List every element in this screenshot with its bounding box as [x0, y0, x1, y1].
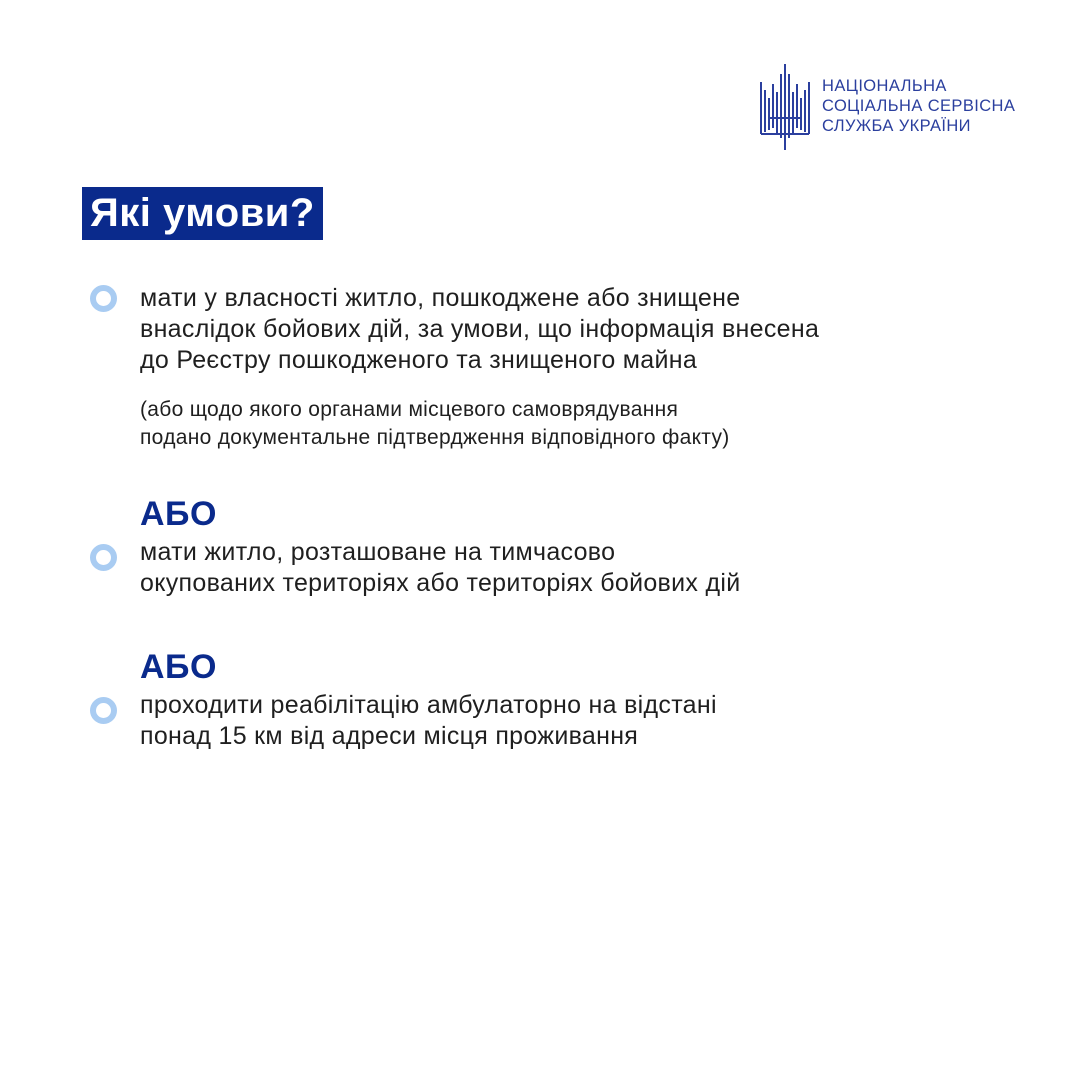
- condition-1-text: [140, 283, 1020, 376]
- nssu-emblem-icon: [758, 62, 814, 152]
- or-separator-1: АБО: [140, 495, 217, 533]
- or-separator-2: АБО: [140, 648, 217, 686]
- bullet-circle-icon: [90, 697, 117, 724]
- condition-1-note-line-1: (або щодо якого органами місцевого самоврядування: [140, 398, 679, 421]
- condition-1-line-1: мати у власності житло, пошкоджене або знищене: [140, 284, 741, 312]
- condition-1-note: [140, 396, 1020, 452]
- condition-2-line-2: окупованих територіях або територіях бойових дій: [140, 569, 741, 597]
- condition-2-line-1: мати житло, розташоване на тимчасово: [140, 538, 616, 566]
- condition-1-line-3: до Реєстру пошкодженого та знищеного майна: [140, 346, 698, 374]
- bullet-circle-icon: [90, 285, 117, 312]
- logo-line-1: НАЦІОНАЛЬНА: [822, 77, 947, 95]
- logo-line-3: СЛУЖБА УКРАЇНИ: [822, 117, 971, 135]
- condition-1-note-line-2: подано документальне підтвердження відповідного факту): [140, 426, 730, 449]
- condition-1-line-2: внаслідок бойових дій, за умови, що інформація внесена: [140, 315, 820, 343]
- condition-3-line-2: понад 15 км від адреси місця проживання: [140, 722, 639, 750]
- condition-3-line-1: проходити реабілітацію амбулаторно на відстані: [140, 691, 717, 719]
- condition-2-text: [140, 537, 1020, 599]
- bullet-circle-icon: [90, 544, 117, 571]
- condition-3-text: [140, 690, 1020, 752]
- nssu-logo: [758, 62, 1038, 154]
- page-title: Які умови?: [82, 187, 323, 240]
- logo-text: [822, 76, 1015, 136]
- logo-line-2: СОЦІАЛЬНА СЕРВІСНА: [822, 97, 1016, 115]
